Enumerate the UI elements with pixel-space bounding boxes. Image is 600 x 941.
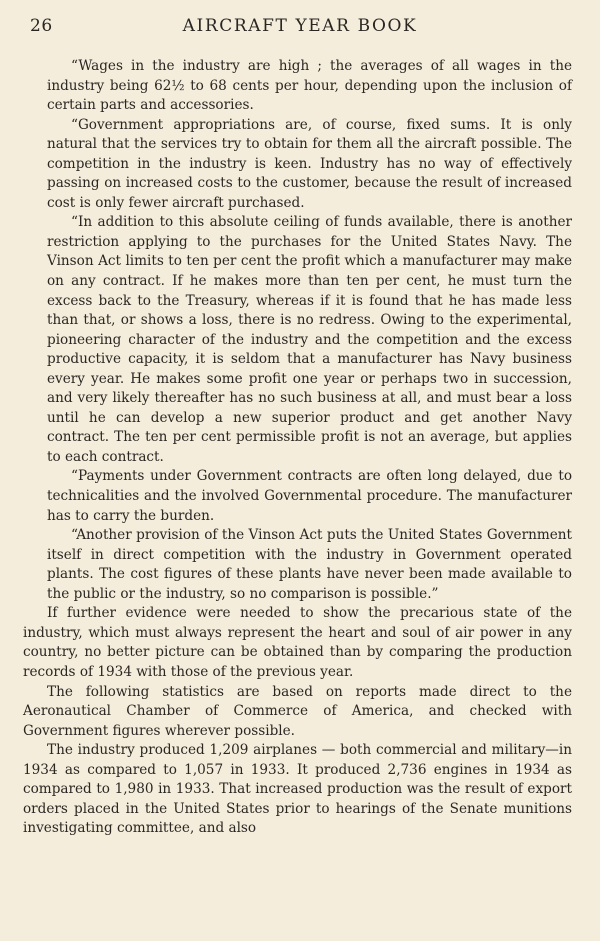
paragraph-appropriations: “Government appropriations are, of course, fixed sums. It is only natural that the services try to obtain for them all the aircraft possible. The competition in the industry is keen. Industry has no way of effectively passing on increased costs to the customer, because the result of increased cost is only fewer aircraft purchased. xyxy=(47,116,572,211)
body-text xyxy=(23,57,572,839)
page-header xyxy=(0,14,600,44)
page-number: 26 xyxy=(30,16,53,36)
paragraph-wages: “Wages in the industry are high ; the averages of all wages in the industry being 62½ to 68 cents per hour, depending upon the inclusion of certain parts and accessories. xyxy=(47,58,572,114)
paragraph-production: The industry produced 1,209 airplanes — both commercial and military—in 1934 as compared to 1,057 in 1933. It produced 2,736 engines in 1934 as compared to 1,980 in 1933. That increased production was the result of export orders placed in the United States prior to hearings of the Senate munitions investigating committee, and also xyxy=(23,742,572,837)
paragraph-precarious-state: If further evidence were needed to show the precarious state of the industry, which must always represent the heart and soul of air power in any country, no better picture can be obtained than by comparing the production records of 1934 with those of the previous year. xyxy=(23,605,572,680)
running-title: AIRCRAFT YEAR BOOK xyxy=(182,16,418,36)
paragraph-statistics: The following statistics are based on reports made direct to the Aeronautical Chamber of Commerce of America, and checked with Government figures wherever possible. xyxy=(23,683,572,739)
paragraph-payments: “Payments under Government contracts are often long delayed, due to technicalities and the involved Governmental procedure. The manufacturer has to carry the burden. xyxy=(47,468,572,524)
paragraph-vinson-profit: “In addition to this absolute ceiling of funds available, there is another restriction applying to the purchases for the United States Navy. The Vinson Act limits to ten per cent the profit which a manufacturer may make on any contract. If he makes more than ten per cent, he must turn the excess back to the Treasury, whereas if it is found that he has made less than that, or shows a loss, there is no redress. Owing to the experimental, pioneering character of the industry and the competition and the excess productive capacity, it is seldom that a manufacturer has Navy business every year. He makes some profit one year or perhaps two in succession, and very likely thereafter has no such business at all, and must bear a loss until he can develop a new superior product and get another Navy contract. The ten per cent permissible profit is not an average, but applies to each contract. xyxy=(47,214,572,465)
paragraph-government-plants: “Another provision of the Vinson Act puts the United States Government itself in direct competition with the industry in Government operated plants. The cost figures of these plants have never been made available to the public or the industry, so no comparison is possible.” xyxy=(47,527,572,602)
